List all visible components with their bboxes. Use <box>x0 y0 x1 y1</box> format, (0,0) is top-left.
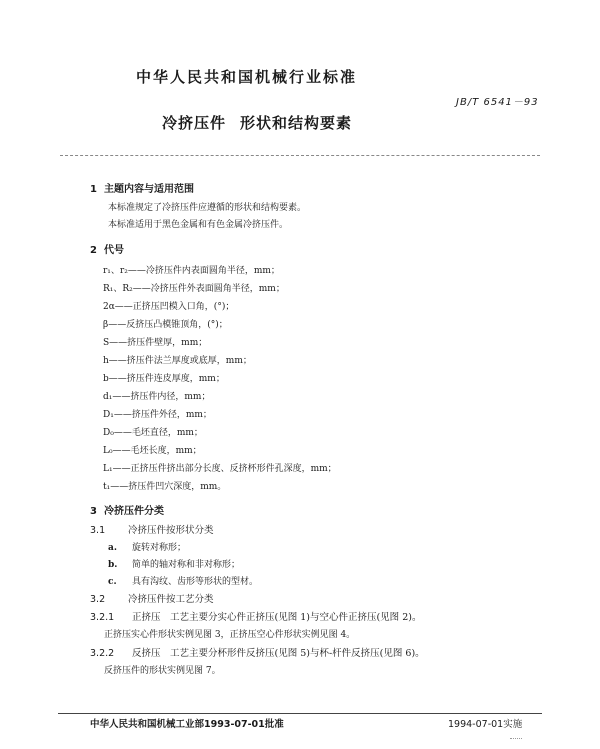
subsection-3-2-heading <box>90 591 214 605</box>
subsection-3-2-1 <box>90 609 421 623</box>
subsection-text: 反挤压 工艺主要分杯形件反挤压(见图 5)与杯-杆件反挤压(见图 6)。 <box>132 648 425 659</box>
section-1-paragraph: 本标准适用于黑色金属和有色金属冷挤压件。 <box>108 220 289 230</box>
subsection-text: 正挤压 工艺主要分实心件正挤压(见图 1)与空心件正挤压(见图 2)。 <box>132 612 422 623</box>
list-item-letter: b. <box>108 560 118 570</box>
section-1-paragraph: 本标准规定了冷挤压件应遵循的形状和结构要素。 <box>108 203 307 213</box>
footer-divider <box>58 713 542 714</box>
subsection-3-2-2 <box>90 645 425 659</box>
symbol-definition: b——挤压件连皮厚度，mm； <box>103 374 225 384</box>
symbol-definition: β——反挤压凸模锥顶角，(°)； <box>103 320 228 330</box>
symbol-definition: L₁——正挤压件挤出部分长度、反挤杯形件孔深度，mm； <box>103 464 337 474</box>
subsection-number: 3.2.2 <box>90 648 115 659</box>
subsection-title: 冷挤压件按工艺分类 <box>128 594 214 605</box>
symbol-definition: D₀——毛坯直径，mm； <box>103 428 203 438</box>
subsection-3-1-heading <box>90 522 214 536</box>
subsection-number: 3.1 <box>90 525 106 536</box>
section-number: 1 <box>90 184 97 195</box>
list-item-text: 旋转对称形； <box>132 543 187 553</box>
page-corner-mark <box>510 738 522 739</box>
symbol-definition: d₁——挤压件内径，mm； <box>103 392 211 402</box>
title-part1: 冷挤压件 <box>162 114 227 132</box>
symbol-definition: 2α——正挤压凹模入口角，(°)； <box>103 302 235 312</box>
subsection-3-2-2-continuation: 反挤压件的形状实例见图 7。 <box>104 666 221 676</box>
section-number: 3 <box>90 506 97 517</box>
section-title: 冷挤压件分类 <box>104 506 164 517</box>
approval-statement: 中华人民共和国机械工业部1993-07-01批准 <box>90 719 284 730</box>
title-part2: 形状和结构要素 <box>240 114 353 132</box>
symbol-definition: D₁——挤压件外径，mm； <box>103 410 212 420</box>
list-item-text: 具有沟纹、齿形等形状的型材。 <box>132 577 259 587</box>
section-number: 2 <box>90 245 97 256</box>
section-title: 代号 <box>104 245 124 256</box>
subsection-number: 3.2 <box>90 594 106 605</box>
standard-code: JB/T 6541－93 <box>456 97 539 108</box>
section-title: 主题内容与适用范围 <box>104 184 194 195</box>
header-divider <box>60 155 540 156</box>
symbol-definition: t₁——挤压件凹穴深度，mm。 <box>103 482 227 492</box>
list-item-text: 简单的轴对称和非对称形； <box>132 560 241 570</box>
list-item <box>108 574 258 587</box>
list-item <box>108 557 240 570</box>
section-2-heading <box>90 241 124 256</box>
symbol-definition: h——挤压件法兰厚度或底厚，mm； <box>103 356 252 366</box>
effective-date: 1994-07-01实施 <box>448 719 523 730</box>
subsection-number: 3.2.1 <box>90 612 115 623</box>
section-3-heading <box>90 502 164 517</box>
list-item-letter: a. <box>108 543 117 553</box>
list-item <box>108 540 186 553</box>
symbol-definition: L₀——毛坯长度，mm； <box>103 446 202 456</box>
symbol-definition: S——挤压件壁厚，mm； <box>103 338 208 348</box>
section-1-heading <box>90 180 194 195</box>
subsection-3-2-1-continuation: 正挤压实心件形状实例见图 3，正挤压空心件形状实例见图 4。 <box>104 630 356 640</box>
symbol-definition: r₁、r₂——冷挤压件内表面圆角半径，mm； <box>103 266 280 276</box>
document-title <box>162 112 352 133</box>
list-item-letter: c. <box>108 577 117 587</box>
symbol-definition: R₁、R₂——冷挤压件外表面圆角半径，mm； <box>103 284 285 294</box>
issuing-organization: 中华人民共和国机械行业标准 <box>136 68 358 86</box>
subsection-title: 冷挤压件按形状分类 <box>128 525 214 536</box>
